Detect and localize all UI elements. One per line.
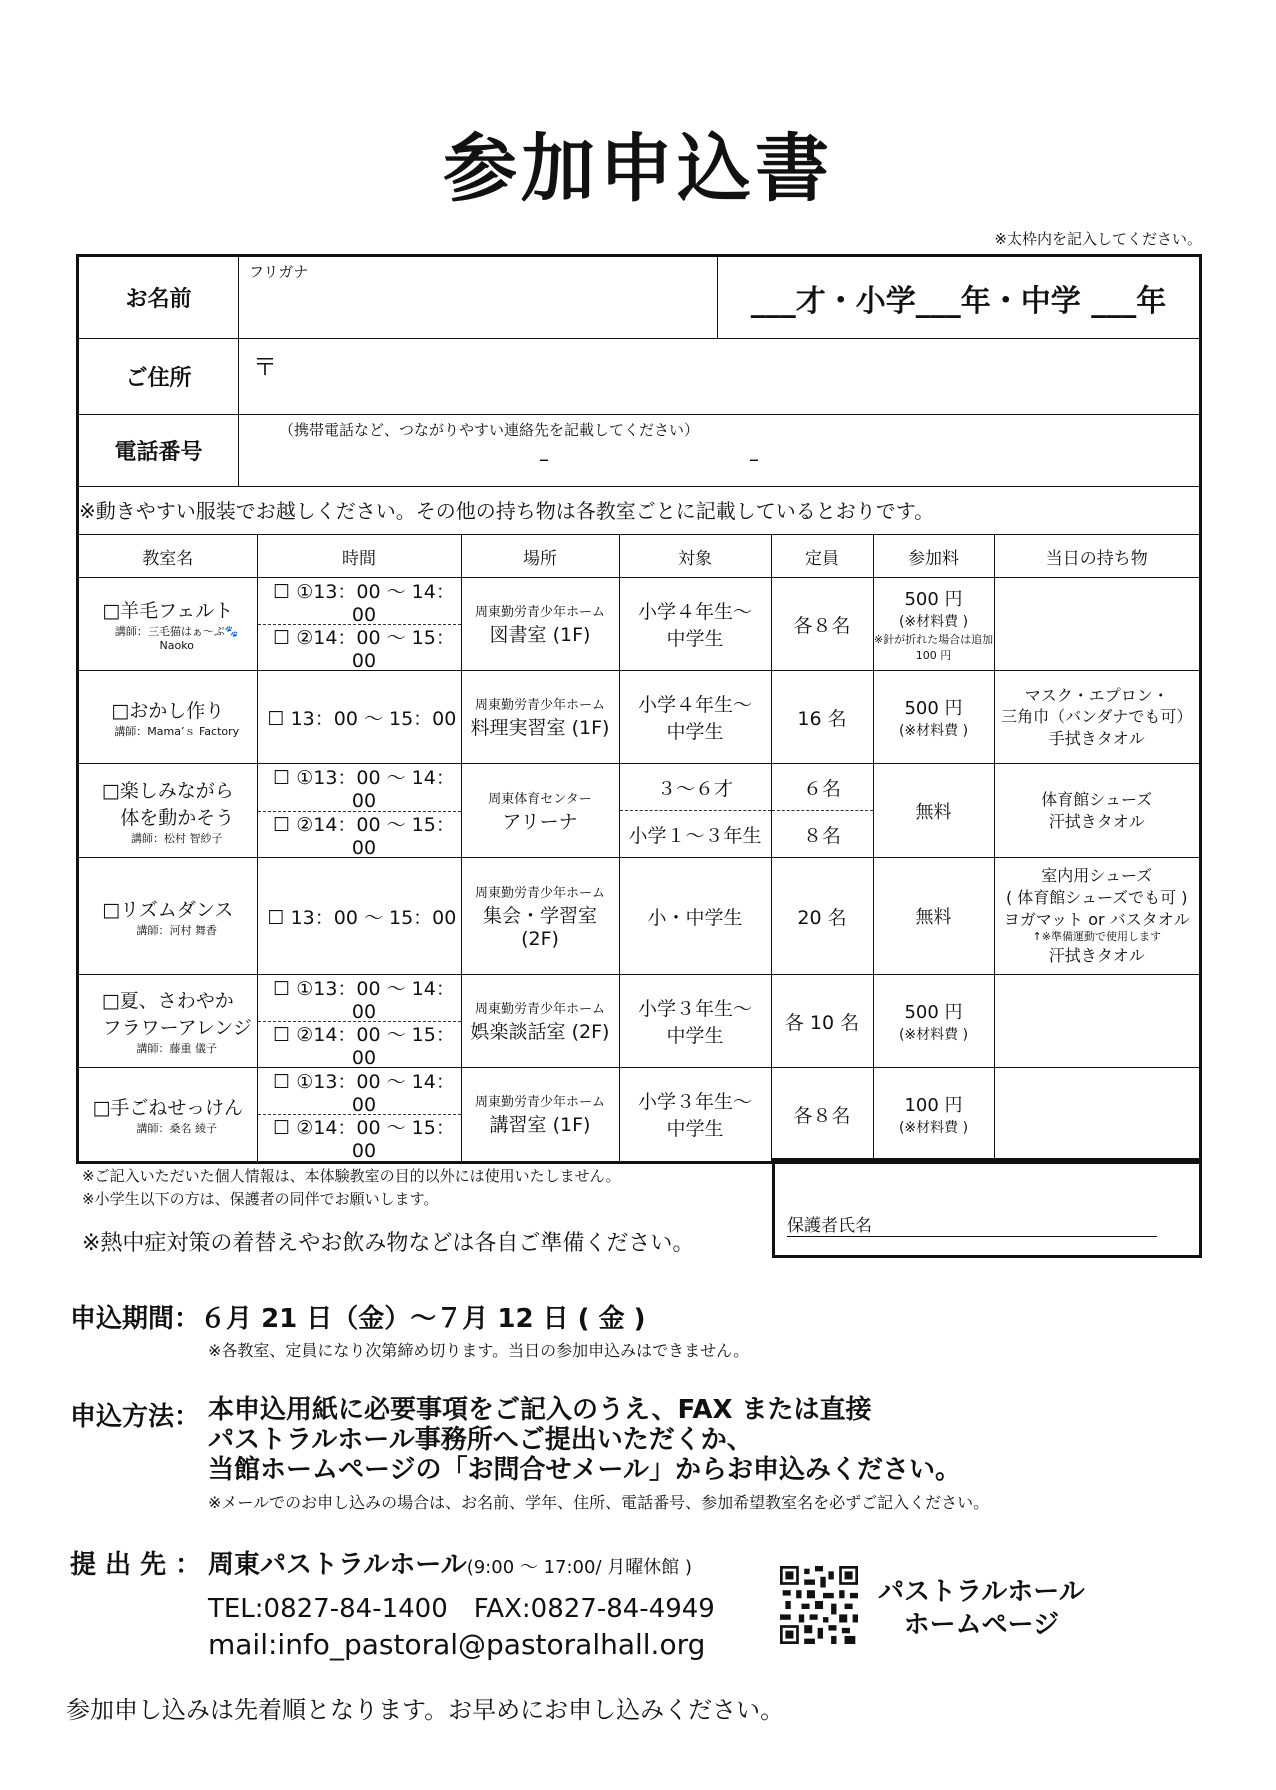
footnotes <box>82 1165 620 1212</box>
submit-place: 周東パストラルホール(9:00 ～ 17:00/ 月曜休館 ) <box>208 1550 692 1580</box>
time-slot-checkbox[interactable]: ☐ 13：00 ～ 15：00 <box>267 906 457 929</box>
target-cell: ３～６才 小学１～３年生 <box>619 764 771 858</box>
items-cell: マスク・エプロン・ 三角巾（バンダナでも可） 手拭きタオル <box>994 671 1199 764</box>
phone-label: 電話番号 <box>79 415 239 486</box>
capacity-cell: 16 名 <box>771 671 873 764</box>
name-row <box>79 257 1199 339</box>
target-cell: 小学３年生～ 中学生 <box>619 975 771 1068</box>
contact-mail[interactable]: mail:info_pastoral@pastoralhall.org <box>208 1628 706 1661</box>
place-cell: 周東勤労青少年ホーム 講習室 (1F) <box>461 1068 619 1161</box>
class-schedule-table <box>79 535 1199 1161</box>
class-checkbox[interactable]: □楽しみながら 体を動かそう 講師：松村 智紗子 <box>79 764 257 858</box>
time-slot-checkbox[interactable]: ☐ ①13：00 ～ 14：00 <box>273 580 455 626</box>
contact-tel-fax: TEL:0827-84-1400 FAX:0827-84-4949 <box>208 1594 715 1624</box>
table-row <box>79 975 1199 1068</box>
method-note: ※メールでのお申し込みの場合は、お名前、学年、住所、電話番号、参加希望教室名を必ずご記入ください。 <box>208 1493 990 1512</box>
col-header: 場所 <box>461 535 619 578</box>
time-slot-checkbox[interactable]: ☐ ①13：00 ～ 14：00 <box>273 767 455 812</box>
qr-code-icon[interactable] <box>780 1566 858 1644</box>
items-cell <box>994 975 1199 1068</box>
furigana-label: フリガナ <box>249 263 309 281</box>
items-cell <box>994 578 1199 671</box>
time-slot-checkbox[interactable]: ☐ ②14：00 ～ 15：00 <box>258 1114 461 1160</box>
privacy-note: ※ご記入いただいた個人情報は、本体験教室の目的以外には使用いたしません。 <box>82 1167 621 1185</box>
target-cell: 小・中学生 <box>619 858 771 975</box>
place-cell: 周東勤労青少年ホーム 料理実習室 (1F) <box>461 671 619 764</box>
name-label: お名前 <box>79 257 239 338</box>
target-cell: 小学４年生～ 中学生 <box>619 671 771 764</box>
clothing-notice: ※動きやすい服装でお越しください。その他の持ち物は各教室ごとに記載しているとおりです。 <box>79 487 1199 535</box>
class-checkbox[interactable]: □おかし作り 講師：Mama’ｓ Factory <box>79 671 257 764</box>
table-row <box>79 1068 1199 1161</box>
postal-mark: 〒 <box>253 353 277 381</box>
col-header: 時間 <box>257 535 461 578</box>
class-checkbox[interactable]: □リズムダンス 講師：河村 舞香 <box>79 858 257 975</box>
guardian-name-field[interactable]: 保護者氏名 <box>787 1211 1157 1237</box>
homepage-caption: パストラルホール ホームページ <box>878 1577 1085 1640</box>
capacity-cell: 各８名 <box>771 578 873 671</box>
page-title: 参加申込書 <box>443 126 833 212</box>
phone-hint: （携帯電話など、つながりやすい連絡先を記載してください） <box>279 421 700 439</box>
capacity-cell: 各 10 名 <box>771 975 873 1068</box>
time-slot-checkbox[interactable]: ☐ ②14：00 ～ 15：00 <box>258 811 461 857</box>
phone-field[interactable] <box>239 415 1199 486</box>
time-slot-checkbox[interactable]: ☐ ②14：00 ～ 15：00 <box>258 1021 461 1067</box>
capacity-cell: 各８名 <box>771 1068 873 1161</box>
fee-cell: 無料 <box>873 858 994 975</box>
age-grade-line: ___才・小学___年・中学 ___年 <box>750 283 1167 319</box>
items-cell: 体育館シューズ 汗拭きタオル <box>994 764 1199 858</box>
col-header: 当日の持ち物 <box>994 535 1199 578</box>
time-slot-checkbox[interactable]: ☐ ①13：00 ～ 14：00 <box>273 977 455 1023</box>
class-checkbox[interactable]: □夏、さわやか フラワーアレンジ 講師：藤重 儀子 <box>79 975 257 1068</box>
fee-cell: 500 円 (※材料費 ) ※針が折れた場合は追加 100 円 <box>873 578 994 671</box>
heat-note: ※熱中症対策の着替えやお飲み物などは各自ご準備ください。 <box>82 1231 695 1256</box>
age-grade-field[interactable] <box>718 257 1199 338</box>
phone-dash: – <box>749 447 759 471</box>
fee-cell: 500 円 (※材料費 ) <box>873 975 994 1068</box>
period-section <box>70 1298 646 1335</box>
phone-row <box>79 415 1199 487</box>
time-slot-checkbox[interactable]: ☐ ①13：00 ～ 14：00 <box>273 1070 455 1116</box>
time-slot-checkbox[interactable]: ☐ ②14：00 ～ 15：00 <box>258 624 461 670</box>
phone-dash: – <box>539 447 549 471</box>
class-checkbox[interactable]: □手ごねせっけん 講師：桑名 綾子 <box>79 1068 257 1161</box>
col-header: 参加料 <box>873 535 994 578</box>
capacity-cell: ６名 ８名 <box>771 764 873 858</box>
table-row <box>79 764 1199 858</box>
items-cell <box>994 1068 1199 1161</box>
items-cell: 室内用シューズ ( 体育館シューズでも可 ) ヨガマット or バスタオル ↑※準備運動で使用します 汗拭きタオル <box>994 858 1199 975</box>
address-label: ご住所 <box>79 339 239 414</box>
guardian-box[interactable] <box>772 1158 1202 1258</box>
fill-instruction: ※太枠内を記入してください。 <box>994 230 1202 248</box>
col-header: 対象 <box>619 535 771 578</box>
fee-cell: 500 円 (※材料費 ) <box>873 671 994 764</box>
place-cell: 周東勤労青少年ホーム 娯楽談話室 (2F) <box>461 975 619 1068</box>
address-field[interactable] <box>239 339 1199 414</box>
period-note: ※各教室、定員になり次第締め切ります。当日の参加申込みはできません。 <box>208 1341 750 1360</box>
method-lines: 本申込用紙に必要事項をご記入のうえ、FAX または直接 パストラルホール事務所へご提出いただくか、 当館ホームページの「お問合せメール」からお申込みください。 <box>208 1395 961 1485</box>
application-form <box>76 254 1202 1164</box>
table-row <box>79 578 1199 671</box>
name-field[interactable] <box>239 257 718 338</box>
address-row <box>79 339 1199 415</box>
col-header: 定員 <box>771 535 873 578</box>
closing-note: 参加申し込みは先着順となります。お早めにお申し込みください。 <box>66 1696 785 1724</box>
target-cell: 小学４年生～ 中学生 <box>619 578 771 671</box>
guardian-note: ※小学生以下の方は、保護者の同伴でお願いします。 <box>82 1190 439 1209</box>
period-value: ６月 21 日（金）～７月 12 日 ( 金 ) <box>200 1304 646 1334</box>
time-slot-checkbox[interactable]: ☐ 13：00 ～ 15：00 <box>267 707 457 730</box>
table-row <box>79 671 1199 764</box>
fee-cell: 100 円 (※材料費 ) <box>873 1068 994 1161</box>
class-checkbox[interactable]: □羊毛フェルト 講師：三毛猫はぁ～ぷ🐾 Naoko <box>79 578 257 671</box>
method-label: 申込方法： <box>70 1402 201 1432</box>
target-cell: 小学３年生～ 中学生 <box>619 1068 771 1161</box>
submit-label: 提 出 先 ： <box>70 1550 202 1580</box>
col-header: 教室名 <box>79 535 257 578</box>
fee-cell: 無料 <box>873 764 994 858</box>
table-row <box>79 858 1199 975</box>
place-cell: 周東勤労青少年ホーム 図書室 (1F) <box>461 578 619 671</box>
capacity-cell: 20 名 <box>771 858 873 975</box>
place-cell: 周東体育センター アリーナ <box>461 764 619 858</box>
place-cell: 周東勤労青少年ホーム 集会・学習室 (2F) <box>461 858 619 975</box>
period-label: 申込期間： <box>70 1304 201 1334</box>
